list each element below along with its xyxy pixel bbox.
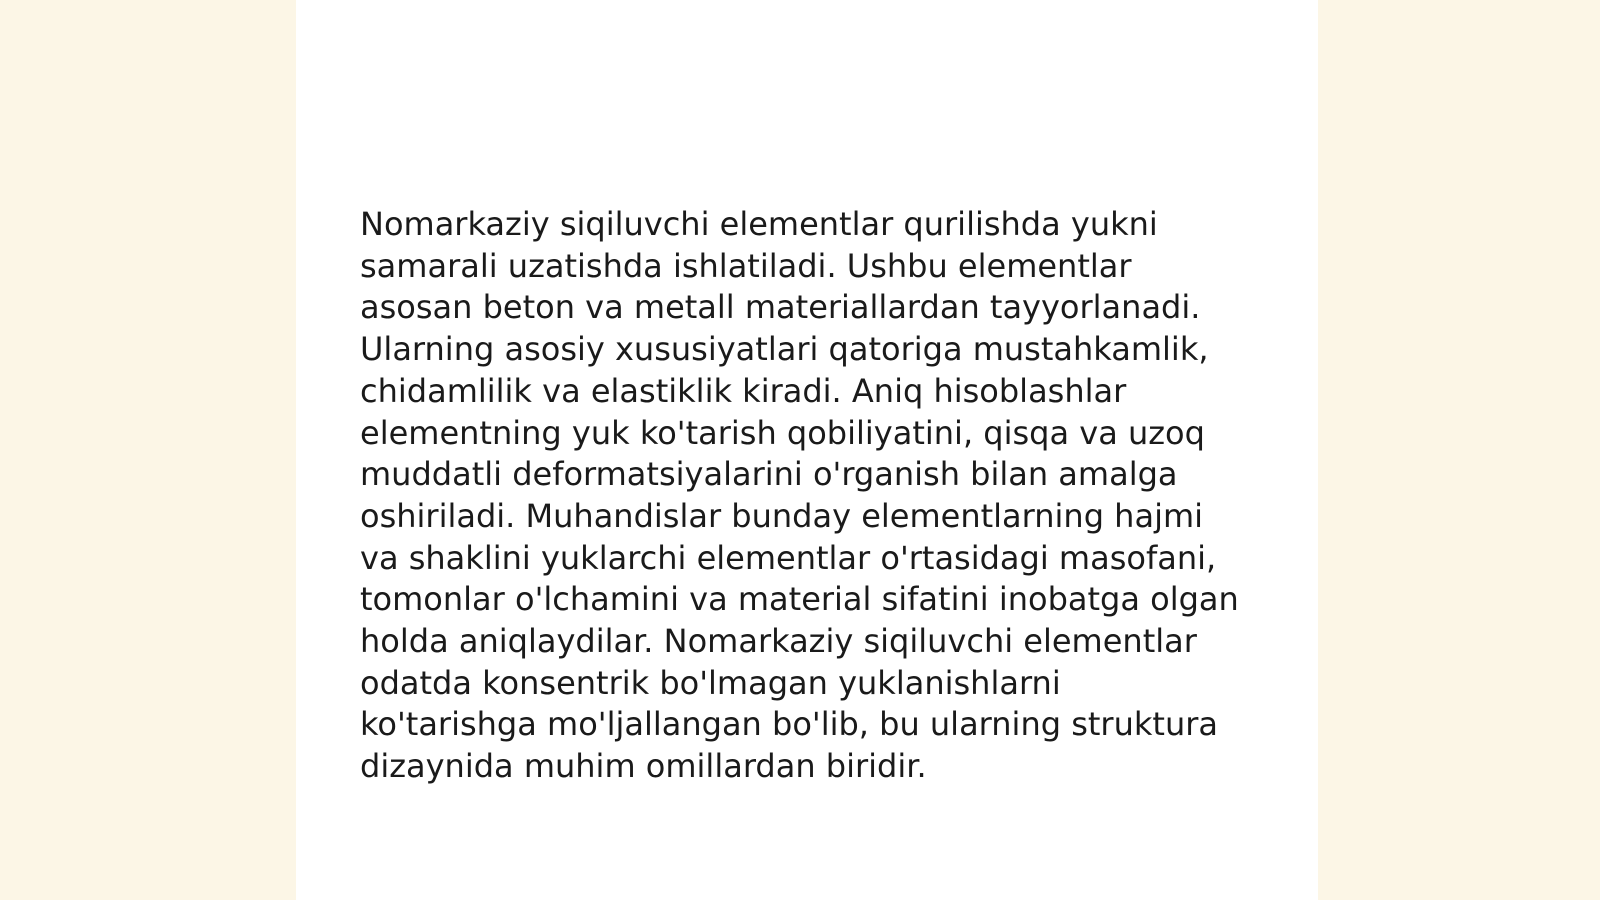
document-page (296, 0, 1318, 900)
body-paragraph: Nomarkaziy siqiluvchi elementlar qurilishda yukni samarali uzatishda ishlatiladi. Ushbu elementlar asosan beton va metall materiallardan tayyorlanadi. Ularning asosiy xususiyatlari qatoriga mustahkamlik, chidamlilik va elastiklik kiradi. Aniq hisoblashlar elementning yuk ko'tarish qobiliyatini, qisqa va uzoq muddatli deformatsiyalarini o'rganish bilan amalga oshiriladi. Muhandislar bunday elementlarning hajmi va shaklini yuklarchi elementlar o'rtasidagi masofani, tomonlar o'lchamini va material sifatini inobatga olgan holda aniqlaydilar. Nomarkaziy siqiluvchi elementlar odatda konsentrik bo'lmagan yuklanishlarni ko'tarishga mo'ljallangan bo'lib, bu ularning struktura dizaynida muhim omillardan biridir. (360, 205, 1239, 786)
